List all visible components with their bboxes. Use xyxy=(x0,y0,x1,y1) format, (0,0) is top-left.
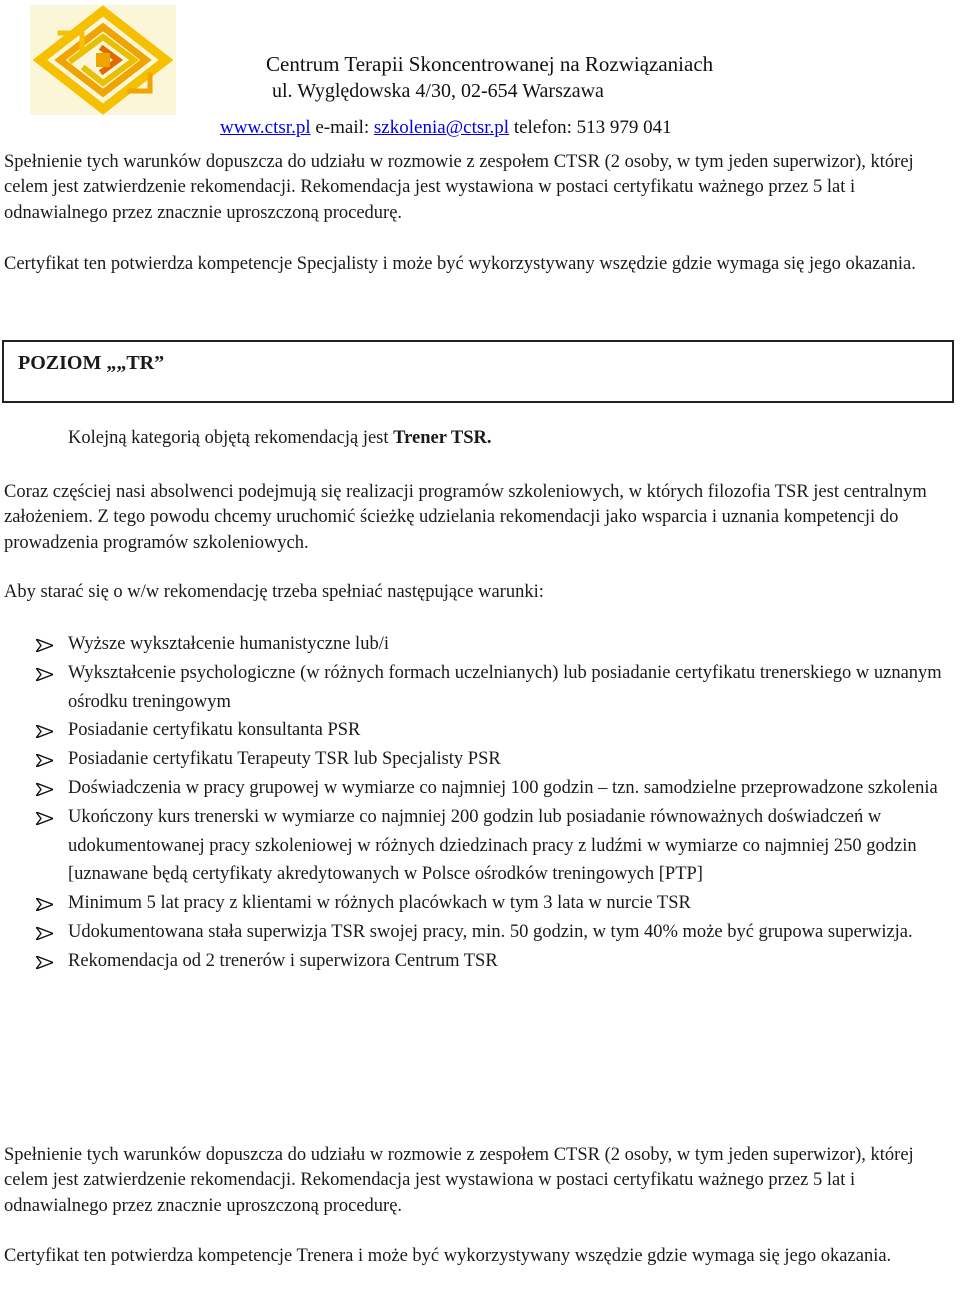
arrow-bullet-icon xyxy=(36,956,53,969)
org-name: Centrum Terapii Skoncentrowanej na Rozwiązaniach xyxy=(266,52,714,76)
arrow-bullet-icon xyxy=(36,898,53,911)
section-paragraph-3: Spełnienie tych warunków dopuszcza do udziału w rozmowie z zespołem CTSR (2 osoby, w tym jeden superwizor), której celem jest zatwierdzenie rekomendacji. Rekomendacja jest wystawiona w postaci certyfikatu ważnego przez 5 lat i odnawialnego przez znacznie uproszczoną procedurę. xyxy=(4,1145,914,1216)
section-paragraph-1: Coraz częściej nasi absolwenci podejmują się realizacji programów szkoleniowych, w których filozofia TSR jest centralnym założeniem. Z tego powodu chcemy uruchomić ścieżkę udzielania rekomendacji jako wsparcia i uznania kompetencji do prowadzenia programów szkoleniowych. xyxy=(4,482,927,553)
arrow-bullet-icon xyxy=(36,639,53,652)
intro-paragraph-1: Spełnienie tych warunków dopuszcza do udziału w rozmowie z zespołem CTSR (2 osoby, w tym jeden superwizor), której celem jest zatwierdzenie rekomendacji. Rekomendacja jest wystawiona w postaci certyfikatu ważnego przez 5 lat i odnawialnego przez znacznie uproszczoną procedurę. xyxy=(4,152,914,223)
section-paragraph-2: Aby starać się o w/w rekomendację trzeba spełniać następujące warunki: xyxy=(4,582,544,602)
arrow-bullet-icon xyxy=(36,754,53,767)
list-item-text: Udokumentowana stała superwizja TSR swojej pracy, min. 50 godzin, w tym 40% może być grupowa superwizja. xyxy=(68,921,913,942)
section-paragraph-4: Certyfikat ten potwierdza kompetencje Trenera i może być wykorzystywany wszędzie gdzie wymaga się jego okazania. xyxy=(4,1246,892,1266)
list-item-text: Wykształcenie psychologiczne (w różnych formach uczelnianych) lub posiadanie certyfikatu trenerskiego w uznanym ośrodku treningowym xyxy=(68,662,942,712)
list-item-text: Minimum 5 lat pracy z klientami w różnych placówkach w tym 3 lata w nurcie TSR xyxy=(68,893,691,914)
section-title: POZIOM „„TR” xyxy=(18,352,165,374)
arrow-bullet-icon xyxy=(36,927,53,940)
list-item-text: Ukończony kurs trenerski w wymiarze co najmniej 200 godzin lub posiadanie równoważnych doświadczeń w udokumentowanej pracy szkoleniowej w różnych dziedzinach pracy z ludźmi w wymiarze co najmniej 250 godzin [uznawane będą certyfikaty akredytowanych w Polsce ośrodków treningowych [PTP] xyxy=(68,806,917,885)
intro-paragraph-2: Certyfikat ten potwierdza kompetencje Specjalisty i może być wykorzystywany wszędzie gdzie wymaga się jego okazania. xyxy=(4,254,916,274)
email-label: e-mail: xyxy=(315,117,370,138)
list-item xyxy=(0,889,950,918)
arrow-bullet-icon xyxy=(36,725,53,738)
website-link[interactable]: www.ctsr.pl xyxy=(220,117,311,138)
email-link[interactable]: szkolenia@ctsr.pl xyxy=(373,117,510,138)
contact-line xyxy=(220,117,672,139)
list-item xyxy=(0,659,950,717)
list-item xyxy=(0,630,950,659)
list-item xyxy=(0,918,950,947)
list-item-text: Rekomendacja od 2 trenerów i superwizora Centrum TSR xyxy=(68,950,498,971)
list-item xyxy=(0,716,950,745)
list-item xyxy=(0,774,950,803)
phone-label: telefon: xyxy=(513,117,572,138)
arrow-bullet-icon xyxy=(36,812,53,825)
list-item xyxy=(0,803,950,889)
arrow-bullet-icon xyxy=(36,783,53,796)
requirements-list xyxy=(0,630,950,976)
phone-number: 513 979 041 xyxy=(576,117,672,138)
list-item-text: Wyższe wykształcenie humanistyczne lub/i xyxy=(68,634,389,654)
section-lead-text: Kolejną kategorią objętą rekomendacją jest xyxy=(68,428,394,448)
section-lead-bold: Trener TSR. xyxy=(393,428,492,448)
section-lead xyxy=(68,428,492,449)
ctsr-logo xyxy=(30,5,176,115)
list-item-text: Doświadczenia w pracy grupowej w wymiarze co najmniej 100 godzin – tzn. samodzielne przeprowadzone szkolenia xyxy=(68,777,938,798)
list-item xyxy=(0,947,950,976)
list-item-text: Posiadanie certyfikatu konsultanta PSR xyxy=(68,720,361,741)
org-address: ul. Wyględowska 4/30, 02-654 Warszawa xyxy=(272,80,604,102)
arrow-bullet-icon xyxy=(36,668,53,681)
list-item xyxy=(0,745,950,774)
section-heading-box xyxy=(2,340,954,403)
list-item-text: Posiadanie certyfikatu Terapeuty TSR lub Specjalisty PSR xyxy=(68,749,501,770)
